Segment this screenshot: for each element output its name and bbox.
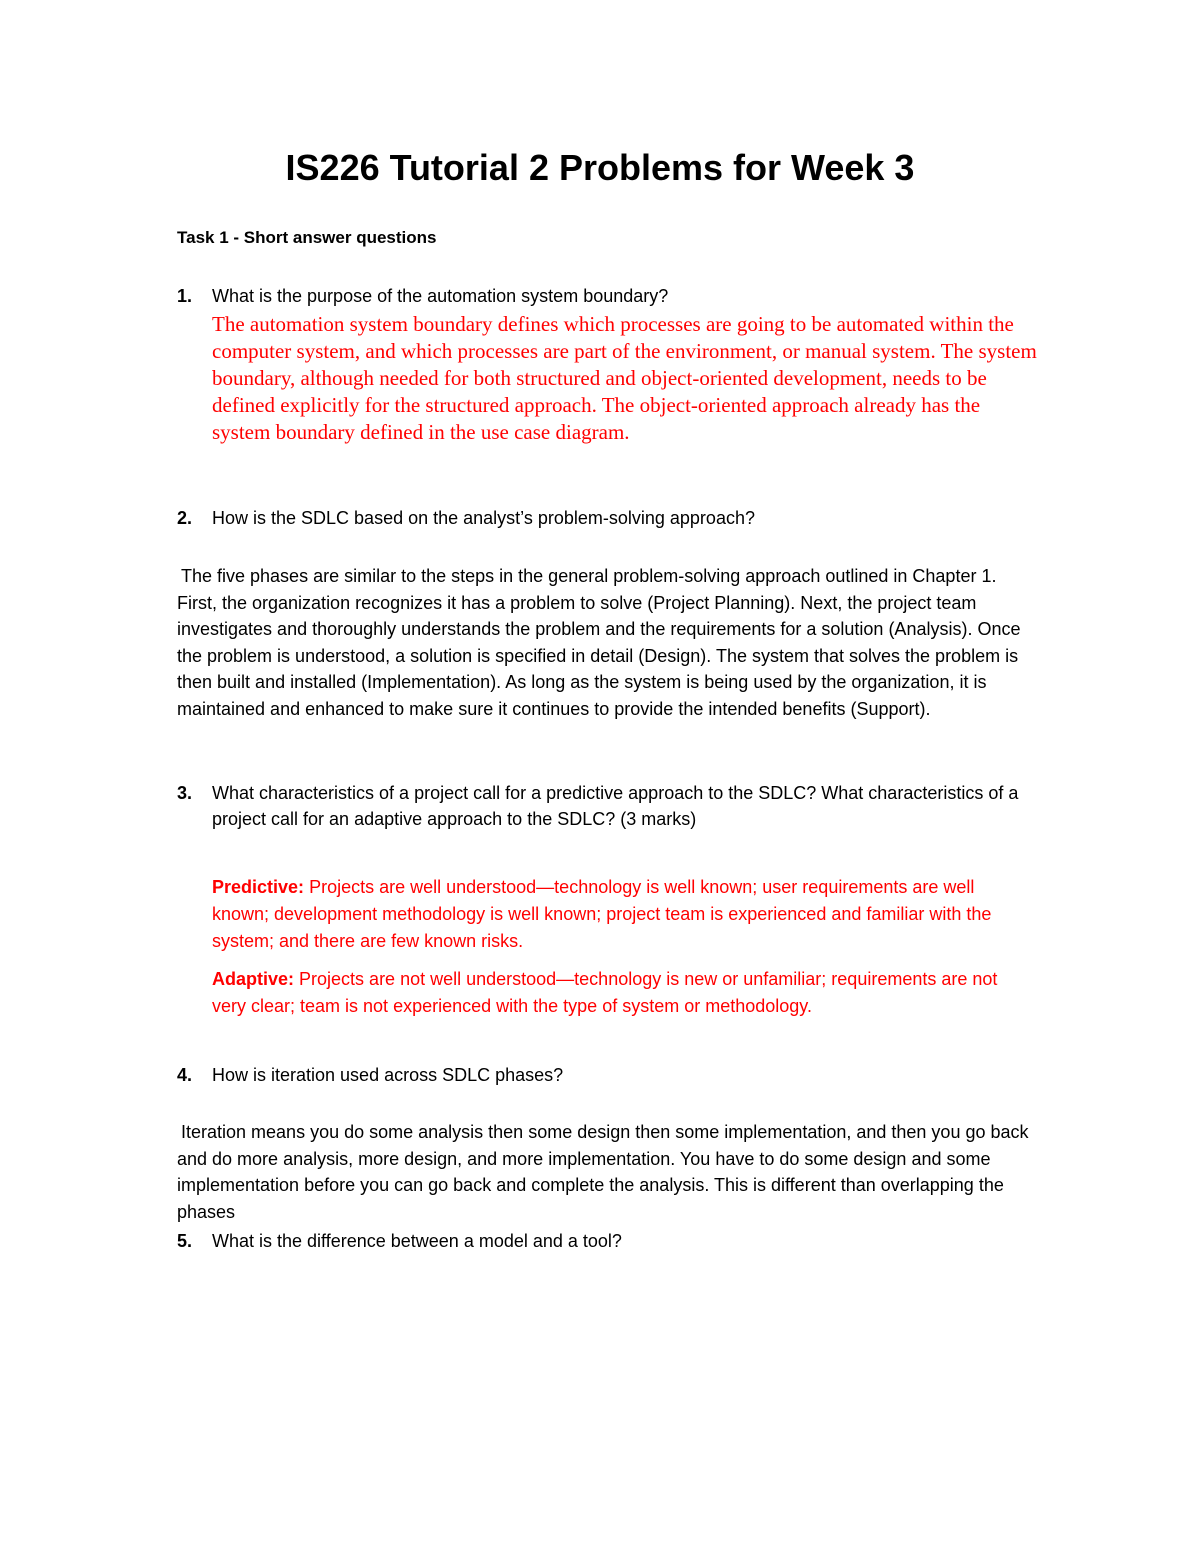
adaptive-label: Adaptive: — [212, 969, 295, 989]
document-title: IS226 Tutorial 2 Problems for Week 3 — [285, 147, 915, 188]
question-4 — [177, 1062, 1037, 1088]
question-number: 2. — [177, 508, 193, 528]
task-heading: Task 1 - Short answer questions — [177, 228, 437, 247]
question-1 — [177, 283, 1037, 309]
predictive-label: Predictive: — [212, 877, 305, 897]
predictive-text: Projects are well understood—technology is well known; user requirements are well known; development methodology is well known; project team is experienced and familiar with the system; and there are few known risks. — [212, 877, 992, 951]
answer-3-adaptive — [212, 966, 1032, 1020]
question-text: What is the purpose of the automation system boundary? — [212, 286, 669, 306]
question-number: 3. — [177, 783, 193, 803]
answer-2: The five phases are similar to the steps in the general problem-solving approach outlined in Chapter 1. First, the organization recognizes it has a problem to solve (Project Planning). Next, the project team investigates and thoroughly understands the problem and the requirements for a solution (Analysis). Once the problem is understood, a solution is specified in detail (Design). The system that solves the problem is then built and installed (Implementation). As long as the system is being used by the organization, it is maintained and enhanced to make sure it continues to provide the intended benefits (Support). — [177, 566, 1021, 719]
question-number: 5. — [177, 1231, 193, 1251]
question-number: 1. — [177, 286, 193, 306]
question-text: How is iteration used across SDLC phases? — [212, 1065, 564, 1085]
question-text: What characteristics of a project call for a predictive approach to the SDLC? What characteristics of a project call for an adaptive approach to the SDLC? (3 marks) — [212, 783, 1019, 829]
question-3 — [177, 780, 1037, 832]
answer-3-predictive — [212, 874, 1032, 955]
question-2 — [177, 505, 1037, 531]
question-text: How is the SDLC based on the analyst’s problem-solving approach? — [212, 508, 755, 528]
question-5 — [177, 1228, 1037, 1254]
answer-4: Iteration means you do some analysis then some design then some implementation, and then you go back and do more analysis, more design, and more implementation. You have to do some design and some implementation before you can go back and complete the analysis. This is different than overlapping the phases — [177, 1122, 1029, 1222]
question-text: What is the difference between a model and a tool? — [212, 1231, 622, 1251]
answer-1: The automation system boundary defines which processes are going to be automated within the computer system, and which processes are part of the environment, or manual system. The system boundary, although needed for both structured and object-oriented development, needs to be defined explicitly for the structured approach. The object-oriented approach already has the system boundary defined in the use case diagram. — [212, 312, 1037, 444]
question-number: 4. — [177, 1065, 193, 1085]
adaptive-text: Projects are not well understood—technology is new or unfamiliar; requirements are not very clear; team is not experienced with the type of system or methodology. — [212, 969, 998, 1016]
